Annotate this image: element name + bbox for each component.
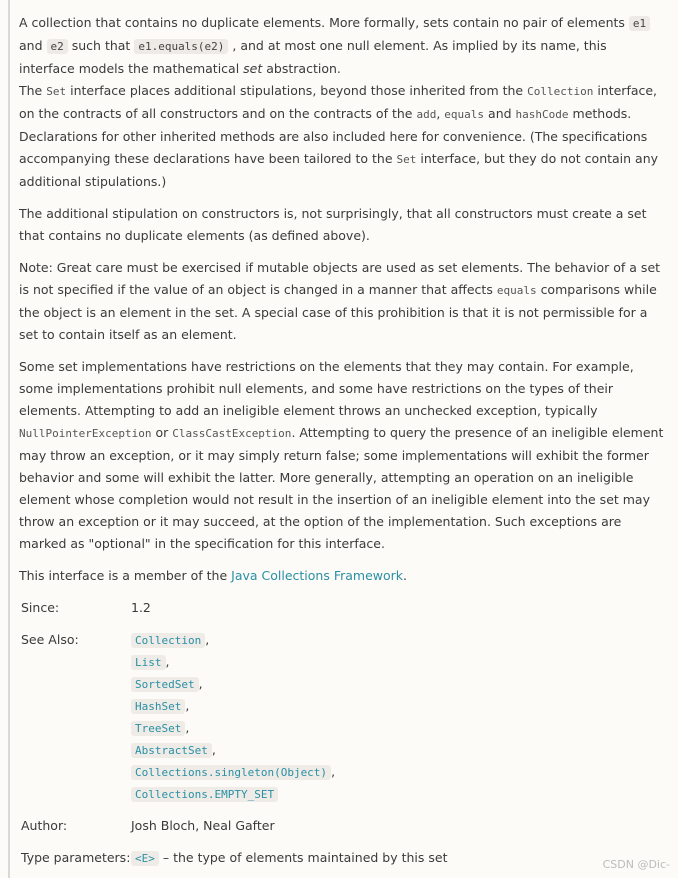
code-hashcode: hashCode [515,108,569,121]
code-collection: Collection [527,85,594,98]
text: interface, on the contracts of all constructors and on the contracts of the [19,83,658,121]
see-also-item [131,739,666,761]
author-label: Author: [21,818,68,833]
code-e1: e1 [629,16,650,31]
csdn-watermark: CSDN @Dic- [602,858,670,871]
see-also-link-list[interactable]: List [131,655,166,670]
code-equals-call: e1.equals(e2) [134,39,228,54]
see-also-item [131,651,666,673]
since-row [19,597,666,619]
see-also-item [131,695,666,717]
text: A collection that contains no duplicate elements. More formally, sets contain no pair of elements [19,15,625,30]
author-value: Josh Bloch, Neal Gafter [131,818,275,833]
text: such that [71,38,131,53]
separator: , [211,742,216,757]
paragraph-constructors: The additional stipulation on constructors is, not surprisingly, that all constructors must create a set that contains no duplicate elements (as defined above). [19,206,647,243]
paragraph-restrictions [19,356,666,555]
paragraph-definition [19,12,666,80]
since-label: Since: [21,600,60,615]
paragraph-mutable-note [19,257,666,346]
text: The [19,83,43,98]
see-also-item [131,783,666,805]
code-add: add [416,108,437,121]
code-classcastexception: ClassCastException [172,427,292,440]
text: . [403,568,408,583]
type-parameters-row [19,847,666,870]
text: . Attempting to query the presence of an ineligible element may throw an exception, or it may simply return false; some implementations will exhibit the former behavior and some will exhibit the latter. More generally, attempting an operation on an ineligible element whose completion would not result in the insertion of an ineligible element into the set may throw an exception or it may succeed, at the option of the implementation. Such exceptions are marked as "optional" in the specification for this interface. [19,425,664,551]
separator: , [165,654,170,669]
code-set: Set [46,85,67,98]
code-nullpointerexception: NullPointerException [19,427,152,440]
text: Some set implementations have restrictions on the elements that they may contain. For example, some implementations prohibit null elements, and some have restrictions on the types of their elements. Attempting to add an ineligible element throws an unchecked exception, typically [19,359,634,418]
see-also-list [131,629,666,805]
since-value: 1.2 [131,600,151,615]
see-also-item [131,673,666,695]
text: abstraction. [266,61,341,76]
paragraph-framework [19,565,666,587]
see-also-link-abstractset[interactable]: AbstractSet [131,743,212,758]
code-e2: e2 [47,39,68,54]
see-also-link-sortedset[interactable]: SortedSet [131,677,199,692]
see-also-link-collections-empty-set[interactable]: Collections.EMPTY_SET [131,787,278,802]
text: or [155,425,169,440]
javadoc-description [8,0,672,878]
metadata-block [19,597,666,870]
type-parameters-label: Type parameters: [21,850,131,865]
text: comparisons while the object is an element in the set. A special case of this prohibition is that it is not permissible for a set to contain itself as an element. [19,282,657,342]
text: interface, but they do not contain any additional stipulations.) [19,151,659,189]
text: and [19,38,43,53]
type-parameter-e: <E> [131,851,159,866]
see-also-link-hashset[interactable]: HashSet [131,699,185,714]
text: interface places additional stipulations, beyond those inherited from the [70,83,524,98]
text: This interface is a member of the [19,568,228,583]
text: , [436,106,441,121]
separator: , [185,720,190,735]
separator: , [331,764,336,779]
see-also-item [131,629,666,651]
text: methods. Declarations for other inherited methods are also included here for convenience. (The specifications accompanying these declarations have been tailored to the [19,106,648,166]
java-collections-framework-link[interactable]: Java Collections Framework [231,568,404,583]
text: Note: Great care must be exercised if mutable objects are used as set elements. The behavior of a set is not specified if the value of an object is changed in a manner that affects [19,260,661,297]
separator: , [205,632,210,647]
see-also-link-treeset[interactable]: TreeSet [131,721,185,736]
text: , and at most one null element. As implied by its name, this interface models the mathematical [19,38,607,76]
type-parameter-description: – the type of elements maintained by this set [162,850,448,865]
paragraph-stipulations [19,80,666,193]
type-parameters-value [131,847,666,870]
code-equals: equals [496,284,537,297]
separator: , [185,698,190,713]
code-set: Set [396,153,417,166]
code-equals: equals [444,108,485,121]
see-also-row [19,629,666,805]
author-row [19,815,666,837]
see-also-item [131,761,666,783]
separator: , [198,676,203,691]
see-also-item [131,717,666,739]
see-also-label: See Also: [21,632,79,647]
see-also-link-collection[interactable]: Collection [131,633,205,648]
text: and [488,106,512,121]
emphasis-set: set [243,61,263,76]
see-also-link-collections-singleton[interactable]: Collections.singleton(Object) [131,765,331,780]
